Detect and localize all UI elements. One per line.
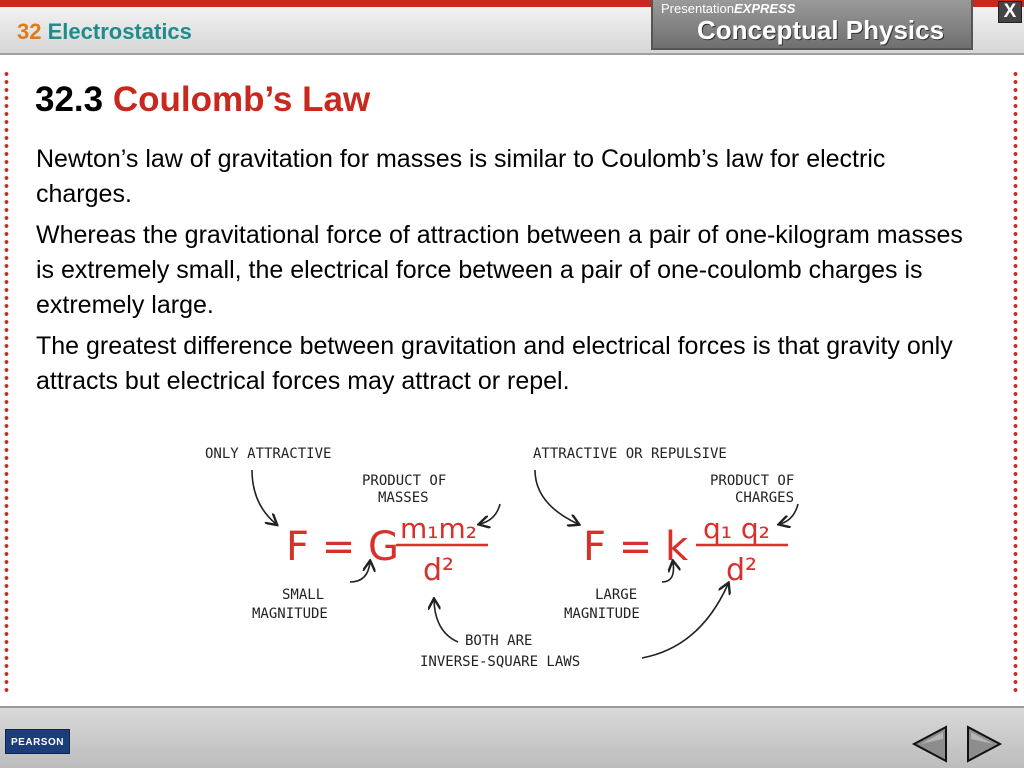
label-large-line1: LARGE <box>595 587 638 603</box>
section-number: 32.3 <box>35 80 104 119</box>
chapter-name: Electrostatics <box>47 19 192 44</box>
label-product-charges-line1: PRODUCT OF <box>710 473 795 489</box>
triangle-right-icon[interactable] <box>964 724 1004 764</box>
brand-top-line <box>661 1 795 16</box>
slide-footer <box>0 706 1024 768</box>
gravity-equation-lhs: F = G <box>286 524 399 570</box>
close-button[interactable]: X <box>998 1 1022 23</box>
electric-numerator: q₁ q₂ <box>703 512 770 545</box>
gravity-numerator: m₁m₂ <box>400 512 477 545</box>
label-only-attractive: ONLY ATTRACTIVE <box>205 446 332 462</box>
brand-top-bold: EXPRESS <box>734 1 796 16</box>
header-divider <box>0 53 1024 55</box>
label-product-charges-line2: CHARGES <box>735 490 795 506</box>
body-paragraph: The greatest difference between gravitation and electrical forces is that gravity only attracts but electrical forces may attract or repel. <box>36 332 953 395</box>
pearson-logo: PEARSON <box>5 729 70 754</box>
label-inverse-square-laws: INVERSE-SQUARE LAWS <box>420 654 581 670</box>
left-dotted-border <box>4 70 9 694</box>
electric-equation-lhs: F = k <box>583 524 689 570</box>
arrow-both-left <box>434 600 458 642</box>
triangle-left-icon[interactable] <box>910 724 950 764</box>
right-dotted-border <box>1013 70 1018 694</box>
arrow-attractive-repulsive <box>535 470 578 524</box>
label-both-are: BOTH ARE <box>465 633 533 649</box>
chapter-heading <box>17 19 192 45</box>
arrow-product-charges <box>780 504 798 524</box>
gravity-denominator: d² <box>423 553 455 588</box>
chapter-number: 32 <box>17 19 42 44</box>
electric-denominator: d² <box>726 553 758 588</box>
label-product-masses-line1: PRODUCT OF <box>362 473 447 489</box>
arrow-both-right <box>642 584 728 658</box>
arrow-product-masses <box>480 504 500 524</box>
label-small-line2: MAGNITUDE <box>252 606 328 622</box>
body-paragraph: Whereas the gravitational force of attraction between a pair of one-kilogram masses is extremely small, the electrical force between a pair of one-coulomb charges is extremely large. <box>36 221 963 319</box>
label-attractive-or-repulsive: ATTRACTIVE OR REPULSIVE <box>533 446 727 462</box>
body-paragraph: Newton’s law of gravitation for masses is similar to Coulomb’s law for electric charges. <box>36 145 886 208</box>
label-small-line1: SMALL <box>282 587 325 603</box>
slide-body <box>36 142 986 405</box>
brand-top-prefix: Presentation <box>661 1 734 16</box>
slide-header <box>0 0 1024 64</box>
label-large-line2: MAGNITUDE <box>564 606 640 622</box>
coulomb-vs-newton-diagram <box>190 432 830 682</box>
slide-title <box>35 80 370 120</box>
brand-title: Conceptual Physics <box>697 15 945 45</box>
arrow-only-attractive <box>252 470 276 524</box>
brand-logo <box>651 0 973 50</box>
label-product-masses-line2: MASSES <box>378 490 429 506</box>
section-title: Coulomb’s Law <box>112 80 371 119</box>
